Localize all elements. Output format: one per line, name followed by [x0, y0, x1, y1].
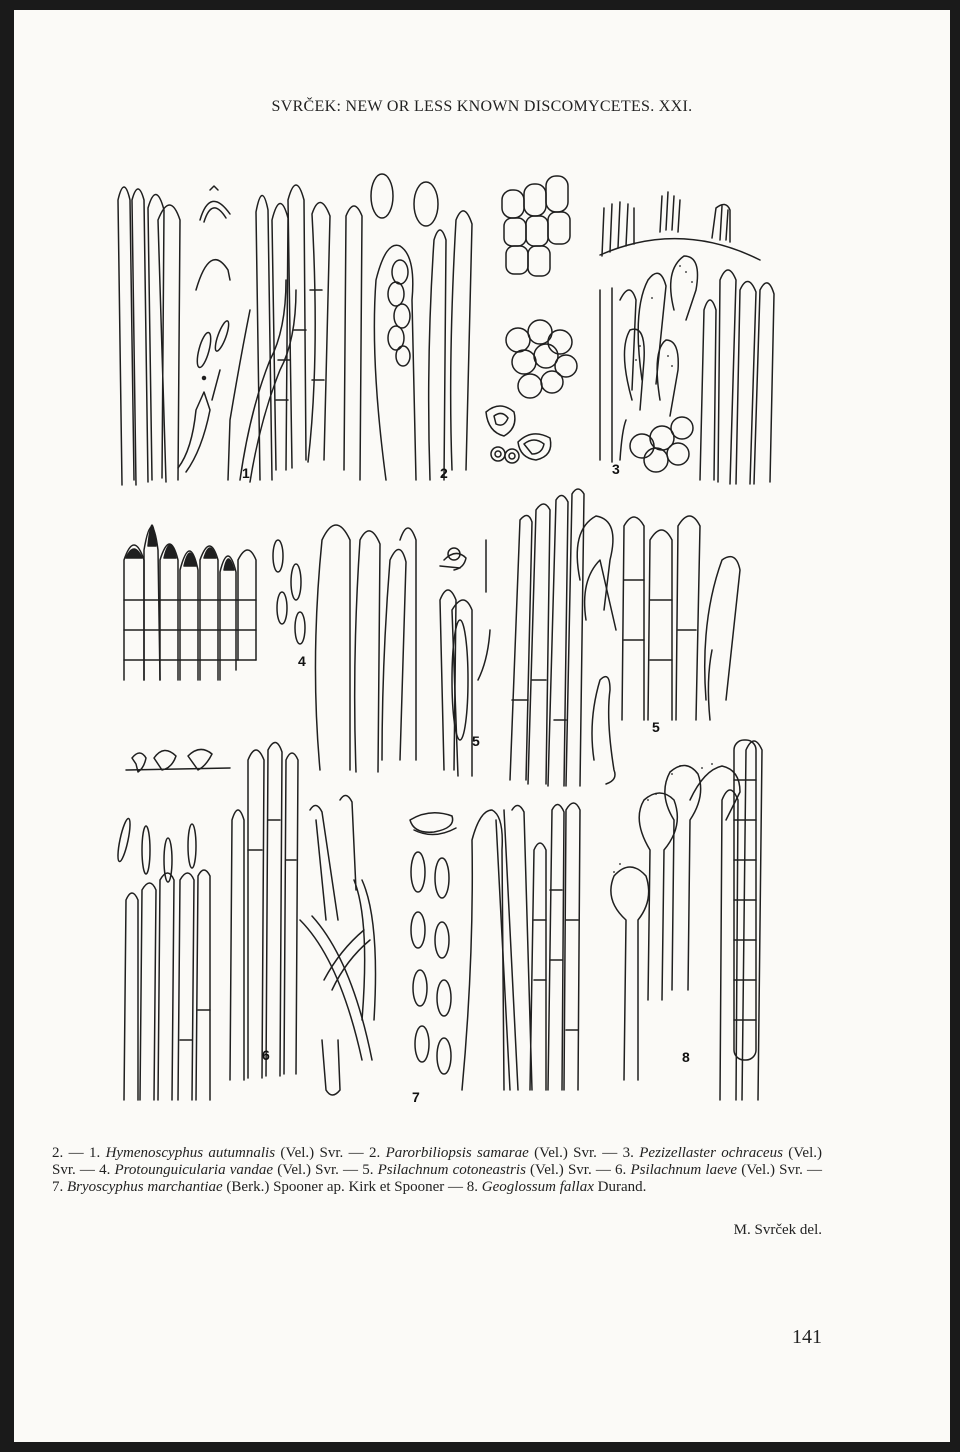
figure-number-5b: 5	[652, 719, 660, 735]
figure-5b-hairs	[577, 516, 740, 784]
figure-2-asci	[344, 174, 577, 481]
figure-6-hairs	[116, 742, 376, 1100]
caption-entry-1: 2. — 1. Hymenoscyphus autumnalis (Vel.) Svr. —	[52, 1145, 369, 1161]
page-number: 141	[792, 1326, 822, 1348]
figure-number-5a: 5	[472, 733, 480, 749]
figure-5a-asci	[440, 489, 584, 786]
figure-number-3: 3	[612, 461, 620, 477]
caption-entry-8: 8. Geoglossum fallax Durand.	[466, 1179, 647, 1195]
figure-4-hairs	[124, 525, 416, 772]
caption-entry-7: 7. Bryoscyphus marchantiae (Berk.) Spooner ap. Kirk et Spooner —	[52, 1179, 467, 1195]
figure-3-hairs	[600, 192, 774, 484]
figure-1-asci	[118, 185, 330, 485]
plate-drawing	[100, 160, 800, 1120]
caption-entry-3: 3. Pezizellaster ochraceus (Vel.) Svr. —	[52, 1145, 822, 1178]
illustration-plate	[100, 160, 800, 1120]
caption-entry-5: 5. Psilachnum cotoneastris (Vel.) Svr. —	[362, 1162, 616, 1178]
caption-entry-6: 6. Psilachnum laeve (Vel.) Svr. —	[615, 1162, 823, 1178]
figure-number-8: 8	[682, 1049, 690, 1065]
figure-caption	[52, 1145, 822, 1196]
figure-7-asci	[410, 803, 580, 1105]
figure-number-1: 1	[242, 465, 250, 481]
figure-number-7: 7	[412, 1089, 420, 1105]
figure-number-4: 4	[298, 653, 306, 669]
figure-number-6: 6	[262, 1047, 270, 1063]
figure-number-2: 2	[440, 465, 448, 481]
running-header: SVRČEK: NEW OR LESS KNOWN DISCOMYCETES. XXI.	[271, 98, 693, 115]
caption-entry-4: 4. Protounguicularia vandae (Vel.) Svr. —	[99, 1162, 363, 1178]
caption-entry-2: 2. Parorbiliopsis samarae (Vel.) Svr. —	[368, 1145, 623, 1161]
plate-page	[14, 10, 950, 1442]
illustrator-credit: M. Svrček del.	[733, 1222, 822, 1238]
figure-8-paraphyses	[611, 740, 762, 1100]
